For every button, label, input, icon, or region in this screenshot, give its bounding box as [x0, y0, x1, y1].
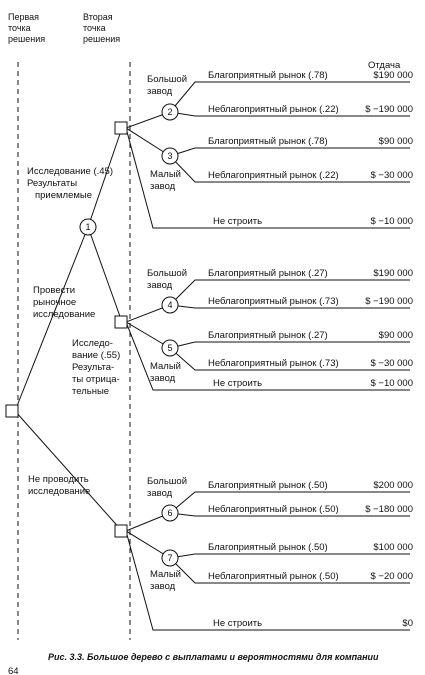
label-line: Большой	[147, 268, 188, 279]
first-decision-point-header	[8, 12, 45, 44]
label-line: приемлемые	[35, 190, 93, 201]
no-build-label: Не строить	[213, 216, 263, 227]
chance-node-number: 4	[167, 300, 173, 310]
branch-no-survey	[15, 411, 122, 531]
outcome-label: Благоприятный рынок (.27)	[208, 330, 328, 341]
payoff-value: $ −190 000	[365, 296, 413, 307]
chance-node-number: 3	[167, 151, 173, 161]
label-line: Провести	[33, 285, 76, 296]
label-line: Результа-	[72, 362, 115, 373]
branch-survey-favorable	[88, 128, 122, 227]
outcome-label: Неблагоприятный рынок (.22)	[208, 104, 339, 115]
label-line: Не проводить	[28, 474, 89, 485]
branch-survey-unfavorable	[88, 227, 122, 322]
second-decision-point-header	[83, 12, 120, 44]
label-line: Исследо-	[72, 338, 113, 349]
payoff-value: $100 000	[373, 542, 413, 553]
label-line: завод	[150, 581, 176, 592]
large-plant-label	[147, 74, 187, 97]
label-line: Результаты	[27, 178, 78, 189]
decision-node-favorable	[115, 122, 127, 134]
label-line: Малый	[150, 569, 181, 580]
payoff-value: $0	[402, 618, 413, 629]
label-line: завод	[147, 280, 173, 291]
payoff-column-header: Отдача	[368, 60, 401, 71]
outcome-label: Благоприятный рынок (.78)	[208, 70, 328, 81]
figure-caption: Рис. 3.3. Большое дерево с выплатами и вероятностями для компании	[48, 652, 379, 662]
chance-node-number: 6	[167, 508, 173, 518]
label-line: Большой	[147, 74, 188, 85]
label-line: решения	[83, 34, 121, 44]
outcome-label: Неблагоприятный рынок (.73)	[208, 358, 339, 369]
outcome-label: Неблагоприятный рынок (.50)	[208, 571, 339, 582]
label-line: точка	[8, 23, 31, 33]
no-survey-label	[28, 474, 90, 497]
label-line: завод	[147, 488, 173, 499]
label-line: Исследование (.45)	[27, 166, 114, 177]
decision-node-no-survey	[115, 525, 127, 537]
payoff-value: $190 000	[373, 268, 413, 279]
chance-node-number: 2	[167, 107, 173, 117]
payoff-value: $ −20 000	[370, 571, 413, 582]
outcome-label: Неблагоприятный рынок (.50)	[208, 504, 339, 515]
no-build-label: Не строить	[213, 378, 263, 389]
outcome-label: Благоприятный рынок (.27)	[208, 268, 328, 279]
tree-branch-line	[170, 554, 410, 558]
payoff-value: $ −30 000	[370, 358, 413, 369]
label-line: решения	[8, 34, 46, 44]
large-plant-label	[147, 268, 187, 291]
payoff-value: $90 000	[378, 330, 413, 341]
label-line: исследование	[28, 486, 91, 497]
label-line: исследование	[33, 309, 96, 320]
payoff-value: $ −10 000	[370, 216, 413, 227]
decision-node-first	[6, 405, 18, 417]
label-line: ты отрица-	[72, 374, 120, 385]
survey-unfavorable-label	[72, 338, 120, 397]
label-line: Большой	[147, 476, 188, 487]
outcome-label: Благоприятный рынок (.50)	[208, 480, 328, 491]
label-line: Малый	[150, 169, 181, 180]
outcome-label: Неблагоприятный рынок (.22)	[208, 170, 339, 181]
no-build-label: Не строить	[213, 618, 263, 629]
outcome-label: Благоприятный рынок (.50)	[208, 542, 328, 553]
outcome-label: Благоприятный рынок (.78)	[208, 136, 328, 147]
payoff-value: $190 000	[373, 70, 413, 81]
chance-node-number: 1	[85, 222, 91, 232]
label-line: завод	[150, 373, 176, 384]
label-line: тельные	[72, 386, 110, 397]
tree-branch-line	[170, 342, 410, 348]
payoff-value: $ −180 000	[365, 504, 413, 515]
payoff-value: $90 000	[378, 136, 413, 147]
label-line: завод	[147, 86, 173, 97]
small-plant-label	[150, 569, 181, 592]
page-number: 64	[8, 666, 19, 675]
outcome-label: Неблагоприятный рынок (.73)	[208, 296, 339, 307]
decision-node-unfavorable	[115, 316, 127, 328]
label-line: Малый	[150, 361, 181, 372]
label-line: точка	[83, 23, 106, 33]
payoff-value: $ −10 000	[370, 378, 413, 389]
label-line: рыночное	[33, 297, 77, 308]
large-plant-label	[147, 476, 187, 499]
payoff-value: $200 000	[373, 480, 413, 491]
label-line: Первая	[8, 12, 40, 22]
label-line: вание (.55)	[72, 350, 121, 361]
chance-node-number: 5	[167, 343, 173, 353]
label-line: Вторая	[83, 12, 113, 22]
payoff-value: $ −190 000	[365, 104, 413, 115]
small-plant-label	[150, 361, 181, 384]
conduct-survey-label	[33, 285, 95, 320]
label-line: завод	[150, 181, 176, 192]
payoff-value: $ −30 000	[370, 170, 413, 181]
chance-node-number: 7	[167, 553, 173, 563]
survey-favorable-label	[27, 166, 113, 201]
tree-branch-line	[170, 148, 410, 156]
small-plant-label	[150, 169, 181, 192]
